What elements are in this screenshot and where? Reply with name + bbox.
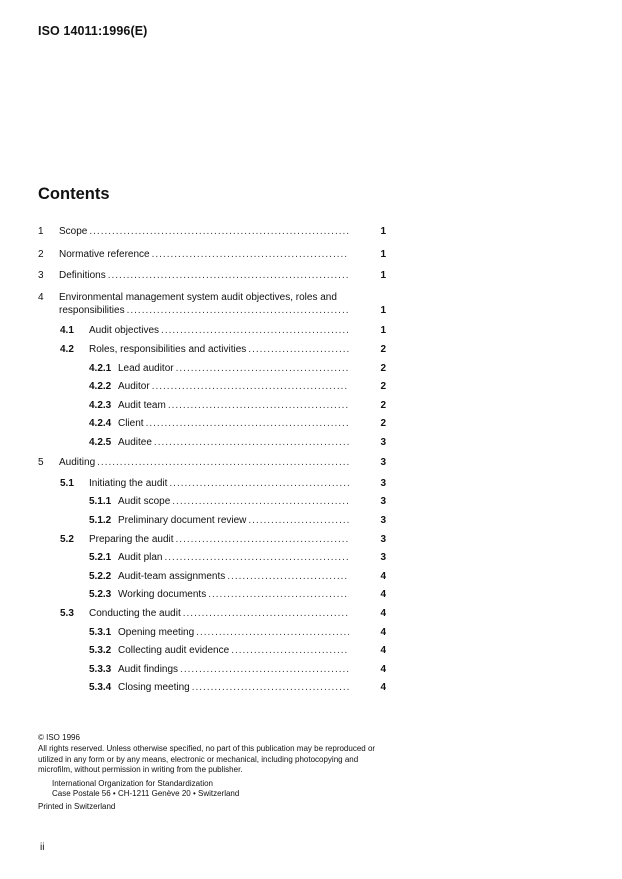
toc-number: 5.1.1 bbox=[89, 496, 112, 507]
toc-entry[interactable] bbox=[118, 418, 349, 430]
toc-number: 2 bbox=[38, 249, 44, 260]
dot-leader bbox=[108, 270, 349, 282]
toc-number-cell bbox=[89, 437, 111, 449]
toc-page-number: 3 bbox=[380, 478, 386, 489]
toc-page-number: 2 bbox=[380, 363, 386, 374]
page-number: ii bbox=[40, 842, 45, 853]
toc-number-cell bbox=[89, 627, 111, 639]
toc-label: Audit scope bbox=[118, 496, 171, 507]
toc-number: 1 bbox=[38, 226, 44, 237]
toc-number: 5 bbox=[38, 457, 44, 468]
toc-number-cell bbox=[89, 363, 111, 375]
toc-label: Preliminary document review bbox=[118, 515, 247, 526]
toc-number: 5.3 bbox=[60, 608, 74, 619]
toc-entry[interactable] bbox=[118, 437, 349, 449]
toc-label-line1[interactable]: Environmental management system audit objectives, roles and bbox=[59, 292, 337, 303]
toc-label: Initiating the audit bbox=[89, 478, 168, 489]
toc-number-cell bbox=[38, 249, 44, 261]
toc-label: Auditing bbox=[59, 457, 96, 468]
toc-number-cell bbox=[89, 645, 111, 657]
toc-number: 4.2.3 bbox=[89, 400, 112, 411]
toc-label: Conducting the audit bbox=[89, 608, 181, 619]
toc-page-number: 4 bbox=[380, 571, 386, 582]
dot-leader bbox=[208, 589, 349, 601]
toc-number-cell bbox=[89, 418, 111, 430]
toc-number: 5.1.2 bbox=[89, 515, 112, 526]
standard-identifier: ISO 14011:1996(E) bbox=[38, 24, 148, 38]
toc-page-number: 4 bbox=[380, 608, 386, 619]
toc-page-number: 4 bbox=[380, 645, 386, 656]
toc-entry[interactable] bbox=[118, 496, 349, 508]
toc-label: Roles, responsibilities and activities bbox=[89, 344, 247, 355]
toc-entry[interactable] bbox=[118, 571, 349, 583]
toc-page-number: 2 bbox=[380, 400, 386, 411]
toc-number: 4.2.4 bbox=[89, 418, 112, 429]
publisher-address bbox=[52, 779, 239, 799]
toc-number: 4.2.2 bbox=[89, 381, 112, 392]
toc-number-cell bbox=[60, 608, 74, 620]
toc-entry[interactable] bbox=[118, 627, 349, 639]
dot-leader bbox=[180, 664, 349, 676]
rights-statement: All rights reserved. Unless otherwise specified, no part of this publication may be reproduced or utilized in any form or by any means, electronic or mechanical, including photocopying and microfilm, without permission in writing from the publisher. bbox=[38, 744, 376, 774]
dot-leader bbox=[176, 363, 349, 375]
toc-label: Audit findings bbox=[118, 664, 179, 675]
toc-page-number: 2 bbox=[380, 418, 386, 429]
dot-leader bbox=[127, 305, 349, 317]
toc-number-cell bbox=[89, 400, 111, 412]
toc-entry[interactable] bbox=[89, 608, 349, 620]
toc-entry[interactable] bbox=[59, 226, 349, 238]
dot-leader bbox=[172, 496, 349, 508]
toc-number-cell bbox=[60, 325, 74, 337]
toc-number: 5.1 bbox=[60, 478, 74, 489]
toc-page-number: 1 bbox=[380, 270, 386, 281]
toc-number-cell bbox=[38, 270, 44, 282]
toc-entry[interactable] bbox=[118, 552, 349, 564]
toc-label: Client bbox=[118, 418, 144, 429]
dot-leader bbox=[152, 249, 349, 261]
toc-number: 4.2.5 bbox=[89, 437, 112, 448]
toc-label: Lead auditor bbox=[118, 363, 174, 374]
toc-label: Working documents bbox=[118, 589, 207, 600]
toc-entry[interactable] bbox=[89, 478, 349, 490]
toc-page-number: 3 bbox=[380, 534, 386, 545]
toc-number: 4.2.1 bbox=[89, 363, 112, 374]
toc-number-cell bbox=[89, 496, 111, 508]
toc-label: Audit-team assignments bbox=[118, 571, 226, 582]
toc-page-number: 4 bbox=[380, 664, 386, 675]
toc-number-cell bbox=[38, 457, 44, 469]
toc-entry[interactable] bbox=[118, 682, 349, 694]
toc-number: 5.2 bbox=[60, 534, 74, 545]
toc-label: Opening meeting bbox=[118, 627, 195, 638]
toc-entry[interactable] bbox=[89, 344, 349, 356]
toc-label: Collecting audit evidence bbox=[118, 645, 230, 656]
toc-page-number: 4 bbox=[380, 589, 386, 600]
toc-page-number: 4 bbox=[380, 627, 386, 638]
toc-number: 5.2.2 bbox=[89, 571, 112, 582]
publisher-name: International Organization for Standardization bbox=[52, 779, 213, 788]
toc-number: 5.3.2 bbox=[89, 645, 112, 656]
toc-number-cell bbox=[60, 344, 74, 356]
dot-leader bbox=[146, 418, 349, 430]
toc-number: 4.1 bbox=[60, 325, 74, 336]
toc-label: Normative reference bbox=[59, 249, 150, 260]
dot-leader bbox=[168, 400, 349, 412]
toc-label: responsibilities bbox=[59, 305, 125, 316]
toc-label: Auditor bbox=[118, 381, 150, 392]
dot-leader bbox=[161, 325, 349, 337]
toc-page-number: 1 bbox=[380, 305, 386, 316]
toc-number: 5.2.3 bbox=[89, 589, 112, 600]
toc-page-number: 1 bbox=[380, 325, 386, 336]
toc-label: Audit plan bbox=[118, 552, 163, 563]
toc-entry[interactable] bbox=[118, 381, 349, 393]
toc-label: Auditee bbox=[118, 437, 152, 448]
dot-leader bbox=[231, 645, 349, 657]
dot-leader bbox=[183, 608, 349, 620]
dot-leader bbox=[192, 682, 349, 694]
toc-entry[interactable] bbox=[118, 400, 349, 412]
dot-leader bbox=[176, 534, 349, 546]
toc-entry[interactable] bbox=[118, 515, 349, 527]
toc-entry[interactable] bbox=[118, 664, 349, 676]
toc-number: 5.3.1 bbox=[89, 627, 112, 638]
toc-label: Preparing the audit bbox=[89, 534, 174, 545]
toc-label: Definitions bbox=[59, 270, 106, 281]
dot-leader bbox=[227, 571, 349, 583]
dot-leader bbox=[248, 515, 349, 527]
toc-number: 4.2 bbox=[60, 344, 74, 355]
dot-leader bbox=[196, 627, 349, 639]
toc-page-number: 2 bbox=[380, 381, 386, 392]
toc-number-cell bbox=[38, 226, 44, 238]
toc-entry[interactable] bbox=[89, 534, 349, 546]
toc-number-cell bbox=[89, 381, 111, 393]
toc-page-number: 2 bbox=[380, 344, 386, 355]
copyright-notice: © ISO 1996 bbox=[38, 733, 80, 742]
toc-number-cell bbox=[60, 478, 74, 490]
toc-entry[interactable] bbox=[118, 363, 349, 375]
toc-entry[interactable] bbox=[59, 305, 349, 317]
toc-entry[interactable] bbox=[59, 270, 349, 282]
toc-number: 5.3.3 bbox=[89, 664, 112, 675]
dot-leader bbox=[152, 381, 349, 393]
dot-leader bbox=[169, 478, 349, 490]
toc-number-cell bbox=[60, 534, 74, 546]
toc-number-cell bbox=[89, 515, 111, 527]
toc-label: Scope bbox=[59, 226, 88, 237]
toc-number-cell bbox=[89, 571, 111, 583]
toc-number: 3 bbox=[38, 270, 44, 281]
toc-page-number: 3 bbox=[380, 457, 386, 468]
toc-number-cell bbox=[89, 589, 111, 601]
dot-leader bbox=[164, 552, 349, 564]
dot-leader bbox=[97, 457, 349, 469]
toc-number: 5.2.1 bbox=[89, 552, 112, 563]
publisher-location: Case Postale 56 • CH-1211 Genève 20 • Switzerland bbox=[52, 789, 240, 798]
page-title: Contents bbox=[38, 185, 110, 203]
toc-entry[interactable] bbox=[89, 325, 349, 337]
toc-page-number: 3 bbox=[380, 437, 386, 448]
toc-page-number: 4 bbox=[380, 682, 386, 693]
toc-entry[interactable] bbox=[59, 457, 349, 469]
toc-entry[interactable] bbox=[118, 645, 349, 657]
dot-leader bbox=[89, 226, 349, 238]
toc-label: Audit team bbox=[118, 400, 166, 411]
toc-page-number: 3 bbox=[380, 552, 386, 563]
toc-label: Closing meeting bbox=[118, 682, 190, 693]
toc-page-number: 1 bbox=[380, 226, 386, 237]
toc-page-number: 1 bbox=[380, 249, 386, 260]
toc-number: 5.3.4 bbox=[89, 682, 112, 693]
printed-location: Printed in Switzerland bbox=[38, 802, 116, 811]
dot-leader bbox=[154, 437, 349, 449]
toc-page-number: 3 bbox=[380, 496, 386, 507]
toc-number: 4 bbox=[38, 292, 44, 303]
toc-number-cell bbox=[89, 664, 111, 676]
dot-leader bbox=[248, 344, 349, 356]
toc-number-cell bbox=[89, 552, 111, 564]
toc-number-cell bbox=[89, 682, 111, 694]
toc-entry[interactable] bbox=[59, 249, 349, 261]
toc-entry[interactable] bbox=[118, 589, 349, 601]
toc-page-number: 3 bbox=[380, 515, 386, 526]
toc-label: Audit objectives bbox=[89, 325, 160, 336]
